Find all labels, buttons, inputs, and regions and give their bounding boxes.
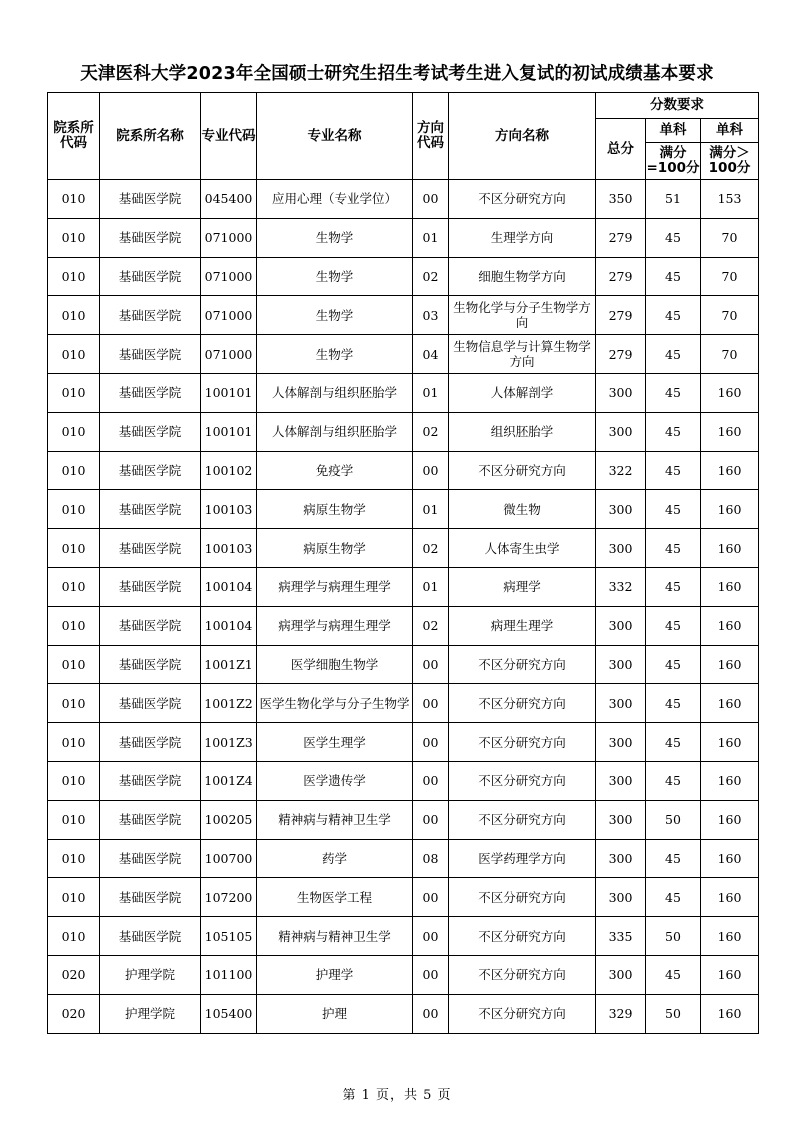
dept-name-cell: 基础医学院	[100, 180, 201, 219]
direction-name-cell: 人体寄生虫学	[449, 529, 596, 568]
single-over-100-cell: 70	[701, 335, 759, 374]
single-over-100-cell: 160	[701, 451, 759, 490]
single-over-100-cell: 160	[701, 606, 759, 645]
direction-code-cell: 04	[413, 335, 449, 374]
major-code-cell: 071000	[201, 335, 257, 374]
single-100-cell: 50	[646, 994, 701, 1033]
major-code-cell: 100103	[201, 490, 257, 529]
major-name-cell: 生物学	[257, 257, 413, 296]
major-name-cell: 病理学与病理生理学	[257, 567, 413, 606]
major-code-cell: 100700	[201, 839, 257, 878]
major-name-cell: 医学遗传学	[257, 761, 413, 800]
direction-name-cell: 病理生理学	[449, 606, 596, 645]
direction-code-cell: 01	[413, 490, 449, 529]
direction-name-cell: 不区分研究方向	[449, 180, 596, 219]
dept-name-cell: 基础医学院	[100, 839, 201, 878]
header-dept-name: 院系所名称	[100, 93, 201, 180]
total-score-cell: 300	[596, 645, 646, 684]
major-name-cell: 人体解剖与组织胚胎学	[257, 412, 413, 451]
dept-code-cell: 010	[48, 800, 100, 839]
dept-name-cell: 基础医学院	[100, 606, 201, 645]
total-score-cell: 279	[596, 335, 646, 374]
single-over-100-cell: 160	[701, 529, 759, 568]
direction-name-cell: 微生物	[449, 490, 596, 529]
dept-name-cell: 基础医学院	[100, 567, 201, 606]
direction-name-cell: 不区分研究方向	[449, 955, 596, 994]
direction-name-cell: 细胞生物学方向	[449, 257, 596, 296]
dept-code-cell: 010	[48, 684, 100, 723]
major-name-cell: 免疫学	[257, 451, 413, 490]
direction-code-cell: 02	[413, 412, 449, 451]
dept-code-cell: 010	[48, 257, 100, 296]
dept-code-cell: 010	[48, 567, 100, 606]
single-100-cell: 45	[646, 451, 701, 490]
dept-code-cell: 010	[48, 335, 100, 374]
dept-name-cell: 基础医学院	[100, 645, 201, 684]
major-name-cell: 生物学	[257, 335, 413, 374]
single-over-100-cell: 70	[701, 218, 759, 257]
dept-code-cell: 010	[48, 645, 100, 684]
dept-name-cell: 基础医学院	[100, 490, 201, 529]
table-row	[48, 490, 759, 529]
single-100-cell: 45	[646, 567, 701, 606]
table-row	[48, 839, 759, 878]
single-100-cell: 45	[646, 723, 701, 762]
major-code-cell: 100102	[201, 451, 257, 490]
direction-name-cell: 不区分研究方向	[449, 684, 596, 723]
total-score-cell: 300	[596, 955, 646, 994]
direction-code-cell: 00	[413, 451, 449, 490]
single-100-cell: 50	[646, 800, 701, 839]
dept-code-cell: 010	[48, 529, 100, 568]
dept-name-cell: 基础医学院	[100, 257, 201, 296]
major-code-cell: 071000	[201, 218, 257, 257]
table-row	[48, 180, 759, 219]
single-100-cell: 45	[646, 218, 701, 257]
total-score-cell: 300	[596, 529, 646, 568]
direction-code-cell: 00	[413, 994, 449, 1033]
table-row	[48, 218, 759, 257]
direction-name-cell: 生物化学与分子生物学方向	[449, 296, 596, 335]
dept-code-cell: 010	[48, 180, 100, 219]
major-code-cell: 100101	[201, 412, 257, 451]
direction-code-cell: 00	[413, 800, 449, 839]
single-100-cell: 45	[646, 878, 701, 917]
major-code-cell: 100104	[201, 606, 257, 645]
single-over-100-cell: 160	[701, 800, 759, 839]
direction-name-cell: 不区分研究方向	[449, 451, 596, 490]
dept-name-cell: 基础医学院	[100, 218, 201, 257]
dept-name-cell: 护理学院	[100, 955, 201, 994]
dept-code-cell: 020	[48, 955, 100, 994]
major-name-cell: 医学生理学	[257, 723, 413, 762]
direction-name-cell: 生理学方向	[449, 218, 596, 257]
single-over-100-cell: 160	[701, 412, 759, 451]
major-code-cell: 105105	[201, 917, 257, 956]
direction-code-cell: 00	[413, 723, 449, 762]
direction-code-cell: 00	[413, 878, 449, 917]
total-score-cell: 300	[596, 606, 646, 645]
single-100-cell: 45	[646, 606, 701, 645]
single-over-100-cell: 160	[701, 955, 759, 994]
single-100-cell: 45	[646, 373, 701, 412]
dept-code-cell: 020	[48, 994, 100, 1033]
dept-code-cell: 010	[48, 723, 100, 762]
direction-code-cell: 00	[413, 917, 449, 956]
table-row	[48, 994, 759, 1033]
table-body	[48, 180, 759, 1034]
direction-name-cell: 人体解剖学	[449, 373, 596, 412]
single-100-cell: 45	[646, 761, 701, 800]
single-100-cell: 45	[646, 412, 701, 451]
single-100-cell: 45	[646, 335, 701, 374]
dept-name-cell: 基础医学院	[100, 296, 201, 335]
single-over-100-cell: 153	[701, 180, 759, 219]
dept-name-cell: 基础医学院	[100, 373, 201, 412]
total-score-cell: 279	[596, 218, 646, 257]
direction-code-cell: 03	[413, 296, 449, 335]
total-score-cell: 300	[596, 761, 646, 800]
table-row	[48, 917, 759, 956]
major-name-cell: 病理学与病理生理学	[257, 606, 413, 645]
major-code-cell: 071000	[201, 257, 257, 296]
major-code-cell: 1001Z4	[201, 761, 257, 800]
header-full-over-100: 满分＞100分	[701, 143, 759, 180]
direction-name-cell: 病理学	[449, 567, 596, 606]
direction-name-cell: 不区分研究方向	[449, 645, 596, 684]
direction-code-cell: 00	[413, 180, 449, 219]
direction-code-cell: 01	[413, 567, 449, 606]
single-over-100-cell: 160	[701, 878, 759, 917]
total-score-cell: 322	[596, 451, 646, 490]
header-direction-name: 方向名称	[449, 93, 596, 180]
header-full-100: 满分=100分	[646, 143, 701, 180]
single-100-cell: 45	[646, 529, 701, 568]
total-score-cell: 300	[596, 839, 646, 878]
header-major-name: 专业名称	[257, 93, 413, 180]
single-over-100-cell: 160	[701, 994, 759, 1033]
single-over-100-cell: 160	[701, 917, 759, 956]
dept-code-cell: 010	[48, 917, 100, 956]
single-over-100-cell: 160	[701, 490, 759, 529]
major-code-cell: 100101	[201, 373, 257, 412]
major-name-cell: 护理	[257, 994, 413, 1033]
total-score-cell: 300	[596, 373, 646, 412]
major-code-cell: 071000	[201, 296, 257, 335]
major-name-cell: 病原生物学	[257, 490, 413, 529]
dept-code-cell: 010	[48, 878, 100, 917]
dept-name-cell: 基础医学院	[100, 412, 201, 451]
major-code-cell: 100205	[201, 800, 257, 839]
direction-code-cell: 08	[413, 839, 449, 878]
header-direction-code: 方向代码	[413, 93, 449, 180]
single-over-100-cell: 160	[701, 723, 759, 762]
major-code-cell: 1001Z2	[201, 684, 257, 723]
single-100-cell: 45	[646, 296, 701, 335]
single-100-cell: 45	[646, 490, 701, 529]
direction-name-cell: 组织胚胎学	[449, 412, 596, 451]
score-requirements-table	[47, 92, 759, 1034]
single-100-cell: 45	[646, 684, 701, 723]
direction-name-cell: 医学药理学方向	[449, 839, 596, 878]
table-row	[48, 257, 759, 296]
direction-code-cell: 02	[413, 529, 449, 568]
dept-code-cell: 010	[48, 606, 100, 645]
table-row	[48, 645, 759, 684]
dept-code-cell: 010	[48, 839, 100, 878]
dept-code-cell: 010	[48, 296, 100, 335]
table-row	[48, 567, 759, 606]
dept-name-cell: 基础医学院	[100, 800, 201, 839]
single-100-cell: 45	[646, 839, 701, 878]
major-code-cell: 045400	[201, 180, 257, 219]
major-name-cell: 生物学	[257, 296, 413, 335]
total-score-cell: 279	[596, 257, 646, 296]
table-row	[48, 761, 759, 800]
single-over-100-cell: 160	[701, 645, 759, 684]
direction-code-cell: 02	[413, 606, 449, 645]
direction-code-cell: 01	[413, 218, 449, 257]
total-score-cell: 300	[596, 878, 646, 917]
dept-code-cell: 010	[48, 218, 100, 257]
direction-code-cell: 00	[413, 955, 449, 994]
direction-name-cell: 生物信息学与计算生物学方向	[449, 335, 596, 374]
single-100-cell: 45	[646, 645, 701, 684]
dept-name-cell: 基础医学院	[100, 684, 201, 723]
page-title: 天津医科大学2023年全国硕士研究生招生考试考生进入复试的初试成绩基本要求	[80, 64, 714, 84]
dept-code-cell: 010	[48, 412, 100, 451]
header-single-subject-2: 单科	[701, 119, 759, 143]
table-row	[48, 878, 759, 917]
single-over-100-cell: 160	[701, 684, 759, 723]
major-name-cell: 应用心理（专业学位）	[257, 180, 413, 219]
header-total-score: 总分	[596, 119, 646, 180]
direction-name-cell: 不区分研究方向	[449, 800, 596, 839]
header-major-code: 专业代码	[201, 93, 257, 180]
total-score-cell: 350	[596, 180, 646, 219]
single-100-cell: 50	[646, 917, 701, 956]
dept-name-cell: 基础医学院	[100, 761, 201, 800]
single-over-100-cell: 70	[701, 257, 759, 296]
major-code-cell: 100104	[201, 567, 257, 606]
table-row	[48, 373, 759, 412]
total-score-cell: 332	[596, 567, 646, 606]
direction-name-cell: 不区分研究方向	[449, 878, 596, 917]
direction-code-cell: 01	[413, 373, 449, 412]
direction-code-cell: 00	[413, 645, 449, 684]
table-row	[48, 606, 759, 645]
major-name-cell: 人体解剖与组织胚胎学	[257, 373, 413, 412]
dept-name-cell: 基础医学院	[100, 878, 201, 917]
direction-name-cell: 不区分研究方向	[449, 994, 596, 1033]
dept-name-cell: 基础医学院	[100, 451, 201, 490]
single-over-100-cell: 70	[701, 296, 759, 335]
major-name-cell: 精神病与精神卫生学	[257, 917, 413, 956]
direction-code-cell: 00	[413, 761, 449, 800]
page-number: 第 1 页，共 5 页	[342, 1088, 452, 1103]
total-score-cell: 300	[596, 412, 646, 451]
single-100-cell: 45	[646, 257, 701, 296]
major-name-cell: 医学细胞生物学	[257, 645, 413, 684]
total-score-cell: 300	[596, 800, 646, 839]
header-single-subject-1: 单科	[646, 119, 701, 143]
table-row	[48, 412, 759, 451]
dept-code-cell: 010	[48, 761, 100, 800]
major-code-cell: 105400	[201, 994, 257, 1033]
direction-name-cell: 不区分研究方向	[449, 917, 596, 956]
direction-code-cell: 02	[413, 257, 449, 296]
major-code-cell: 107200	[201, 878, 257, 917]
major-code-cell: 100103	[201, 529, 257, 568]
direction-code-cell: 00	[413, 684, 449, 723]
direction-name-cell: 不区分研究方向	[449, 761, 596, 800]
direction-name-cell: 不区分研究方向	[449, 723, 596, 762]
major-name-cell: 生物医学工程	[257, 878, 413, 917]
major-code-cell: 1001Z1	[201, 645, 257, 684]
major-name-cell: 医学生物化学与分子生物学	[257, 684, 413, 723]
major-code-cell: 101100	[201, 955, 257, 994]
dept-name-cell: 护理学院	[100, 994, 201, 1033]
total-score-cell: 335	[596, 917, 646, 956]
header-dept-code: 院系所代码	[48, 93, 100, 180]
single-100-cell: 51	[646, 180, 701, 219]
table-row	[48, 955, 759, 994]
single-over-100-cell: 160	[701, 761, 759, 800]
total-score-cell: 300	[596, 490, 646, 529]
table-row	[48, 529, 759, 568]
dept-name-cell: 基础医学院	[100, 529, 201, 568]
single-over-100-cell: 160	[701, 839, 759, 878]
major-name-cell: 精神病与精神卫生学	[257, 800, 413, 839]
table-row	[48, 723, 759, 762]
total-score-cell: 300	[596, 723, 646, 762]
total-score-cell: 329	[596, 994, 646, 1033]
total-score-cell: 300	[596, 684, 646, 723]
single-over-100-cell: 160	[701, 373, 759, 412]
table-row	[48, 684, 759, 723]
dept-code-cell: 010	[48, 451, 100, 490]
major-name-cell: 生物学	[257, 218, 413, 257]
table-row	[48, 335, 759, 374]
major-name-cell: 病原生物学	[257, 529, 413, 568]
table-row	[48, 296, 759, 335]
dept-code-cell: 010	[48, 490, 100, 529]
major-name-cell: 护理学	[257, 955, 413, 994]
single-over-100-cell: 160	[701, 567, 759, 606]
table-row	[48, 800, 759, 839]
major-name-cell: 药学	[257, 839, 413, 878]
dept-name-cell: 基础医学院	[100, 917, 201, 956]
single-100-cell: 45	[646, 955, 701, 994]
table-row	[48, 451, 759, 490]
dept-code-cell: 010	[48, 373, 100, 412]
total-score-cell: 279	[596, 296, 646, 335]
dept-name-cell: 基础医学院	[100, 723, 201, 762]
dept-name-cell: 基础医学院	[100, 335, 201, 374]
header-score-requirements: 分数要求	[596, 93, 759, 119]
major-code-cell: 1001Z3	[201, 723, 257, 762]
